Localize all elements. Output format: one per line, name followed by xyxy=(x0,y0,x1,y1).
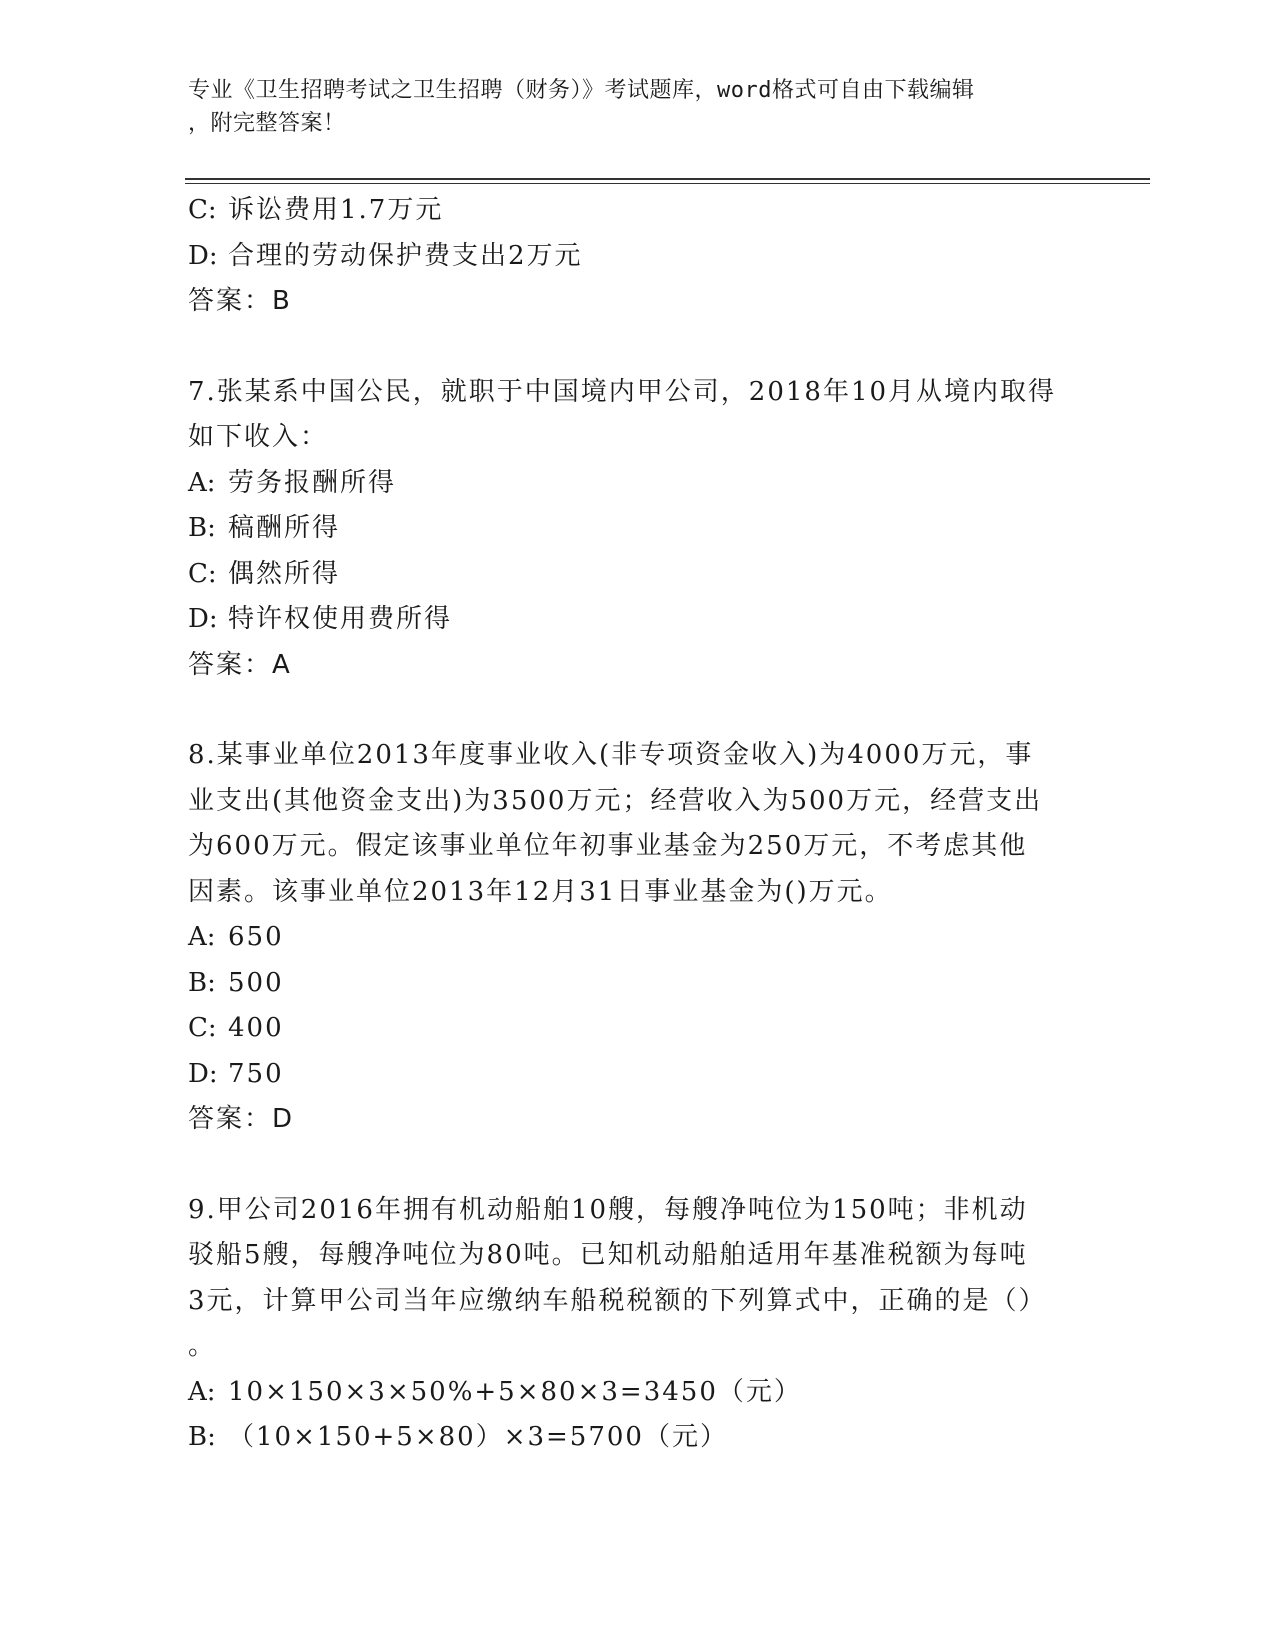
option-key: C: xyxy=(188,1013,217,1043)
option-d xyxy=(188,597,1088,643)
option-a xyxy=(188,461,1088,507)
header-divider-thick xyxy=(185,178,1150,180)
option-text: 特许权使用费所得 xyxy=(228,604,453,634)
option-c xyxy=(188,552,1088,598)
option-text: 10×150×3×50%+5×80×3=3450（元） xyxy=(228,1376,802,1407)
question-9-line-3: 3元，计算甲公司当年应缴纳车船税税额的下列算式中，正确的是（） xyxy=(188,1285,1047,1316)
option-key: D: xyxy=(188,604,218,634)
option-key: A: xyxy=(188,1376,216,1407)
option-key: D: xyxy=(188,1058,218,1089)
question-7-line-2: 如下收入： xyxy=(188,422,329,452)
question-7-line-1: 7.张某系中国公民，就职于中国境内甲公司，2018年10月从境内取得 xyxy=(188,376,1057,407)
option-key: A: xyxy=(188,922,216,952)
option-text: （10×150+5×80）×3=5700（元） xyxy=(228,1422,728,1452)
option-key: B: xyxy=(188,1422,216,1452)
option-text: 合理的劳动保护费支出2万元 xyxy=(228,240,583,271)
option-a xyxy=(188,1370,1088,1416)
header-title-line-1: 专业《卫生招聘考试之卫生招聘（财务）》考试题库，word格式可自由下载编辑 xyxy=(188,78,975,103)
option-key: B: xyxy=(188,513,216,543)
question-8-line-4: 因素。该事业单位2013年12月31日事业基金为()万元。 xyxy=(188,876,893,907)
option-key: A: xyxy=(188,467,216,498)
option-key: D: xyxy=(188,240,218,271)
option-c xyxy=(188,188,1088,234)
header-divider-thin xyxy=(185,183,1150,184)
question-9-line-1: 9.甲公司2016年拥有机动船舶10艘，每艘净吨位为150吨；非机动 xyxy=(188,1194,1028,1225)
question-8-line-1: 8.某事业单位2013年度事业收入(非专项资金收入)为4000万元，事 xyxy=(188,740,1034,770)
option-d xyxy=(188,1052,1088,1098)
option-c xyxy=(188,1006,1088,1052)
question-9-line-2: 驳船5艘，每艘净吨位为80吨。已知机动船舶适用年基准税额为每吨 xyxy=(188,1240,1028,1270)
option-a xyxy=(188,915,1088,961)
question-9-line-4: 。 xyxy=(188,1331,217,1361)
answer-line: 答案：A xyxy=(188,649,292,680)
answer-line: 答案：B xyxy=(188,286,292,316)
header-title-line-2: ，附完整答案！ xyxy=(188,111,346,136)
option-b xyxy=(188,961,1088,1007)
question-8-line-2: 业支出(其他资金支出)为3500万元；经营收入为500万元，经营支出 xyxy=(188,785,1043,816)
option-text: 诉讼费用1.7万元 xyxy=(228,195,444,225)
option-text: 650 xyxy=(228,922,284,952)
answer-line: 答案：D xyxy=(188,1104,295,1134)
option-d xyxy=(188,234,1088,280)
option-text: 750 xyxy=(228,1058,284,1089)
option-text: 稿酬所得 xyxy=(228,513,341,543)
option-text: 偶然所得 xyxy=(228,558,341,589)
option-b xyxy=(188,506,1088,552)
option-b xyxy=(188,1415,1088,1461)
question-content xyxy=(188,188,1088,1461)
page-header xyxy=(188,74,1068,140)
question-8-line-3: 为600万元。假定该事业单位年初事业基金为250万元，不考虑其他 xyxy=(188,831,1028,861)
option-text: 400 xyxy=(228,1013,284,1043)
option-text: 劳务报酬所得 xyxy=(228,467,397,498)
option-text: 500 xyxy=(228,967,284,998)
option-key: B: xyxy=(188,967,216,998)
option-key: C: xyxy=(188,195,217,225)
option-key: C: xyxy=(188,558,217,589)
